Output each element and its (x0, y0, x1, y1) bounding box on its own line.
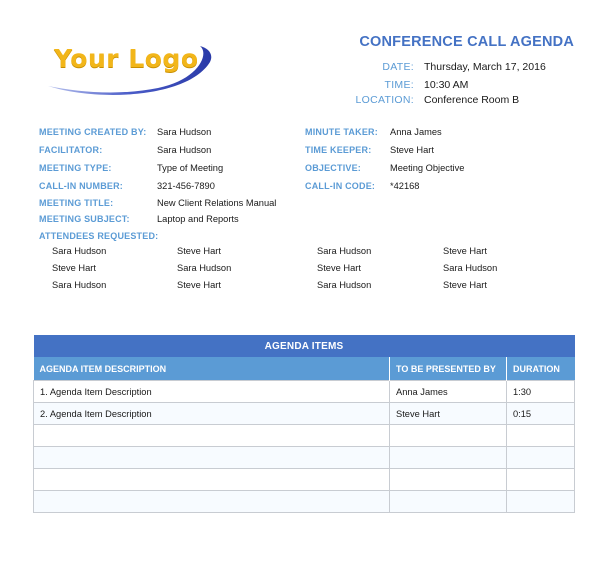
column-header-presenter: TO BE PRESENTED BY (390, 357, 507, 381)
table-row (34, 469, 575, 491)
attendee: Steve Hart (177, 280, 221, 290)
call-in-number-value: 321-456-7890 (157, 181, 215, 191)
time-label: TIME: (384, 79, 414, 91)
cell-presenter[interactable] (390, 447, 507, 469)
table-row (34, 425, 575, 447)
facilitator-value: Sara Hudson (157, 145, 212, 155)
attendee: Steve Hart (443, 280, 487, 290)
attendee: Sara Hudson (317, 246, 372, 256)
table-row (34, 491, 575, 513)
attendee: Sara Hudson (317, 280, 372, 290)
time-value: 10:30 AM (424, 79, 469, 91)
cell-duration[interactable] (507, 425, 575, 447)
company-logo (38, 36, 218, 102)
attendee: Sara Hudson (443, 263, 498, 273)
agenda-title: AGENDA ITEMS (34, 335, 575, 357)
date-label: DATE: (382, 61, 414, 73)
meeting-subject-value: Laptop and Reports (157, 214, 239, 224)
date-value: Thursday, March 17, 2016 (424, 61, 546, 73)
meeting-type-label: MEETING TYPE: (39, 163, 112, 173)
location-value: Conference Room B (424, 94, 520, 106)
created-by-value: Sara Hudson (157, 127, 212, 137)
minute-taker-value: Anna James (390, 127, 442, 137)
cell-duration[interactable] (507, 469, 575, 491)
attendee: Sara Hudson (52, 280, 107, 290)
attendee: Sara Hudson (177, 263, 232, 273)
cell-duration[interactable] (507, 447, 575, 469)
cell-description[interactable] (34, 491, 390, 513)
attendee: Steve Hart (177, 246, 221, 256)
minute-taker-label: MINUTE TAKER: (305, 127, 378, 137)
table-row (34, 403, 575, 425)
facilitator-label: FACILITATOR: (39, 145, 103, 155)
created-by-label: MEETING CREATED BY: (39, 127, 147, 137)
cell-presenter[interactable]: Anna James (390, 381, 507, 403)
cell-presenter[interactable] (390, 469, 507, 491)
column-header-description: AGENDA ITEM DESCRIPTION (34, 357, 390, 381)
attendee: Steve Hart (52, 263, 96, 273)
attendee: Steve Hart (443, 246, 487, 256)
location-label: LOCATION: (355, 94, 414, 106)
table-row (34, 447, 575, 469)
agenda-title-row (34, 335, 575, 357)
attendees-label: ATTENDEES REQUESTED: (39, 231, 159, 241)
attendee: Sara Hudson (52, 246, 107, 256)
page-title: CONFERENCE CALL AGENDA (359, 34, 574, 50)
cell-presenter[interactable] (390, 491, 507, 513)
cell-duration[interactable] (507, 491, 575, 513)
meeting-subject-label: MEETING SUBJECT: (39, 214, 130, 224)
column-header-duration: DURATION (507, 357, 575, 381)
call-in-number-label: CALL-IN NUMBER: (39, 181, 123, 191)
call-in-code-label: CALL-IN CODE: (305, 181, 376, 191)
cell-presenter[interactable]: Steve Hart (390, 403, 507, 425)
cell-presenter[interactable] (390, 425, 507, 447)
objective-label: OBJECTIVE: (305, 163, 362, 173)
objective-value: Meeting Objective (390, 163, 465, 173)
cell-duration[interactable]: 0:15 (507, 403, 575, 425)
table-row (34, 381, 575, 403)
cell-description[interactable]: 2. Agenda Item Description (34, 403, 390, 425)
cell-description[interactable]: 1. Agenda Item Description (34, 381, 390, 403)
time-keeper-value: Steve Hart (390, 145, 434, 155)
meeting-type-value: Type of Meeting (157, 163, 224, 173)
cell-description[interactable] (34, 425, 390, 447)
meeting-title-label: MEETING TITLE: (39, 198, 114, 208)
call-in-code-value: *42168 (390, 181, 420, 191)
attendee: Steve Hart (317, 263, 361, 273)
logo-text: Your Logo (54, 44, 199, 73)
meeting-title-value: New Client Relations Manual (157, 198, 277, 208)
agenda-header-row (34, 357, 575, 381)
agenda-table (33, 335, 575, 513)
cell-duration[interactable]: 1:30 (507, 381, 575, 403)
cell-description[interactable] (34, 469, 390, 491)
time-keeper-label: TIME KEEPER: (305, 145, 372, 155)
cell-description[interactable] (34, 447, 390, 469)
